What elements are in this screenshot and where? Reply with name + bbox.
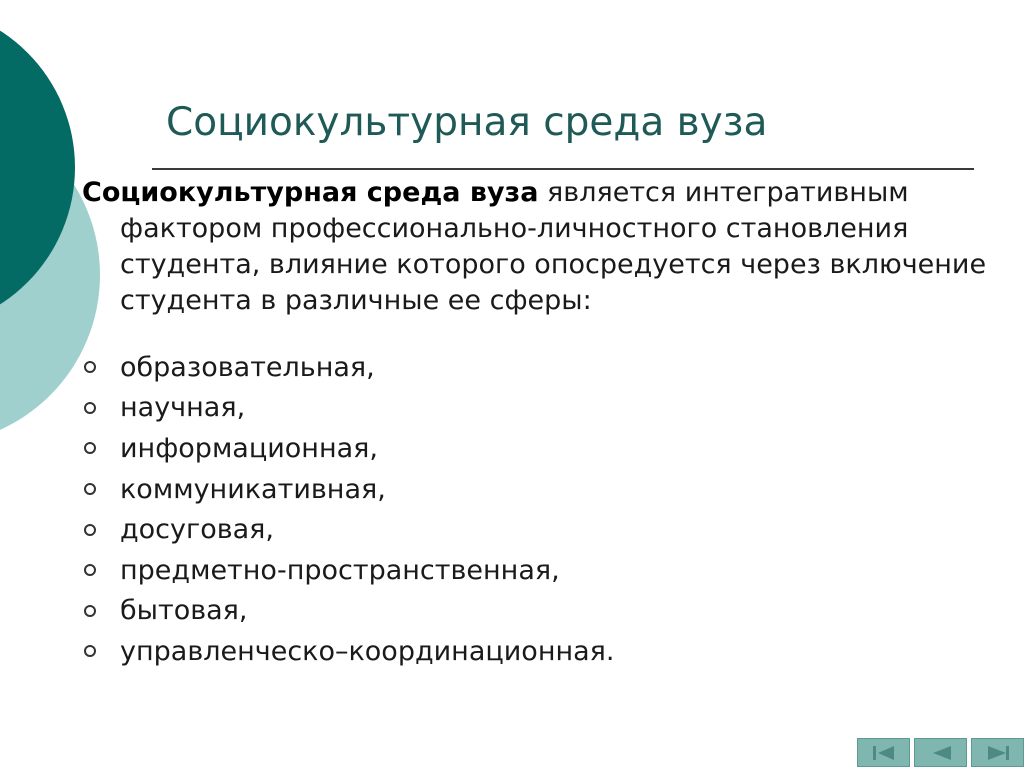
next-slide-icon <box>984 744 1012 762</box>
bullet-circle-icon <box>84 524 96 536</box>
bullet-circle-icon <box>84 564 96 576</box>
list-item: предметно-пространственная, <box>82 550 615 591</box>
title-divider <box>152 168 974 170</box>
bullet-circle-icon <box>84 645 96 657</box>
list-item: научная, <box>82 388 615 429</box>
bullet-circle-icon <box>84 605 96 617</box>
bullet-circle-icon <box>84 402 96 414</box>
intro-bold-term: Социокультурная среда вуза <box>82 177 539 208</box>
list-item: досуговая, <box>82 509 615 550</box>
slide-navigation <box>857 738 1024 767</box>
spheres-list <box>82 347 615 672</box>
slide-title: Социокультурная среда вуза <box>166 100 768 145</box>
intro-text: является интегративным фактором профессионально-личностного становления студента, влияние которого опосредуется через включение студента в различные ее сферы: <box>120 177 987 316</box>
list-item: информационная, <box>82 428 615 469</box>
intro-paragraph <box>82 175 1020 319</box>
list-item: коммуникативная, <box>82 469 615 510</box>
previous-slide-icon <box>927 744 955 762</box>
bullet-circle-icon <box>84 483 96 495</box>
previous-slide-button[interactable] <box>914 738 967 767</box>
list-item: управленческо–координационная. <box>82 631 615 672</box>
first-slide-icon <box>870 744 898 762</box>
next-slide-button[interactable] <box>971 738 1024 767</box>
bullet-circle-icon <box>84 442 96 454</box>
bullet-circle-icon <box>84 361 96 373</box>
list-item: образовательная, <box>82 347 615 388</box>
list-item: бытовая, <box>82 591 615 632</box>
first-slide-button[interactable] <box>857 738 910 767</box>
